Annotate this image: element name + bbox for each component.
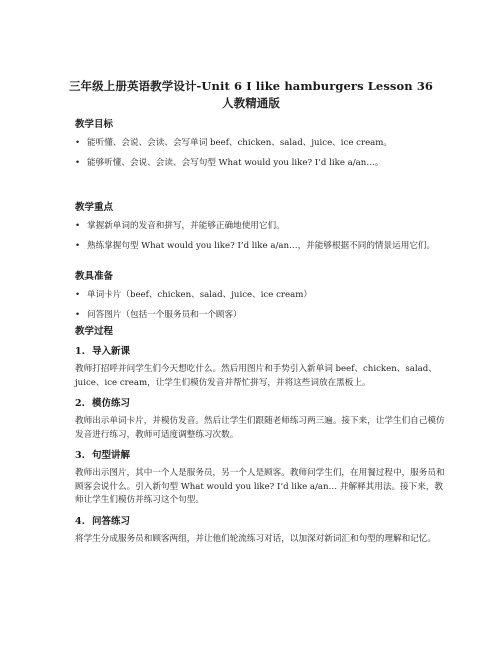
step-text: 教师打招呼并问学生们今天想吃什么。然后用图片和手势引入新单词 beef、chicken、salad、juice、ice cream，让学生们模仿发音并帮忙拼写，并将这些词放在黑板上。 xyxy=(75,364,437,388)
step-heading: 2. 模仿练习 xyxy=(75,398,131,409)
step-heading: 3. 句型讲解 xyxy=(75,450,131,461)
objective-text: 能听懂、会说、会读、会写单词 beef、chicken、salad、juice、ice cream。 xyxy=(87,138,393,148)
objective-text: 能够听懂、会说、会读、会写句型 What would you like? I’d like a/an…。 xyxy=(87,157,384,168)
step-heading: 1. 导入新课 xyxy=(75,346,131,357)
list-item xyxy=(75,309,445,323)
title-line-1: 三年级上册英语教学设计-Unit 6 I like hamburgers Lesson 36 xyxy=(68,79,434,93)
objectives-section xyxy=(75,118,445,170)
bullet-icon: • xyxy=(75,138,81,148)
bullet-icon: • xyxy=(75,290,81,300)
bullet-icon: • xyxy=(75,221,81,231)
material-text: 单词卡片（beef、chicken、salad、juice、ice cream） xyxy=(87,290,312,300)
key-points-heading: 教学重点 xyxy=(75,202,114,213)
step-text: 教师出示单词卡片，并模仿发音。然后让学生们跟随老师练习两三遍。接下来，让学生们自己模仿发音进行练习，教师可适度调整练习次数。 xyxy=(75,416,445,440)
title-line-2: 人教精通版 xyxy=(222,96,280,110)
materials-heading: 教具准备 xyxy=(75,271,114,282)
key-point-text: 熟练掌握句型 What would you like? I’d like a/an…，并能够根据不同的情景运用它们。 xyxy=(87,240,436,251)
step-heading: 4. 问答练习 xyxy=(75,515,131,527)
step-text: 教师出示图片，其中一个人是服务员，另一个人是顾客。教师问学生们，在用餐过程中，服务员和顾客会说什么。引入新句型 What would you like? I’d like a/an… 并解释其用法。接下来，教师让学生们模仿并练习这个句型。 xyxy=(75,468,445,505)
key-points-section xyxy=(75,201,445,253)
key-point-text: 掌握新单词的发音和拼写，并能够正确地使用它们。 xyxy=(87,221,285,231)
bullet-icon: • xyxy=(75,157,81,168)
list-item xyxy=(75,137,445,151)
list-item xyxy=(75,220,445,234)
list-item xyxy=(75,157,445,171)
process-heading: 教学过程 xyxy=(75,326,114,337)
process-section xyxy=(75,325,445,546)
list-item xyxy=(75,240,445,254)
material-text: 问答图片（包括一个服务员和一个顾客） xyxy=(87,309,242,320)
list-item xyxy=(75,289,445,303)
bullet-icon: • xyxy=(75,309,81,320)
materials-section xyxy=(75,270,445,322)
document-title xyxy=(60,78,442,112)
objectives-heading: 教学目标 xyxy=(75,119,114,130)
bullet-icon: • xyxy=(75,240,81,251)
step-text: 将学生分成服务员和顾客两组，并让他们轮流练习对话，以加深对新词汇和句型的理解和记忆。 xyxy=(75,533,436,544)
